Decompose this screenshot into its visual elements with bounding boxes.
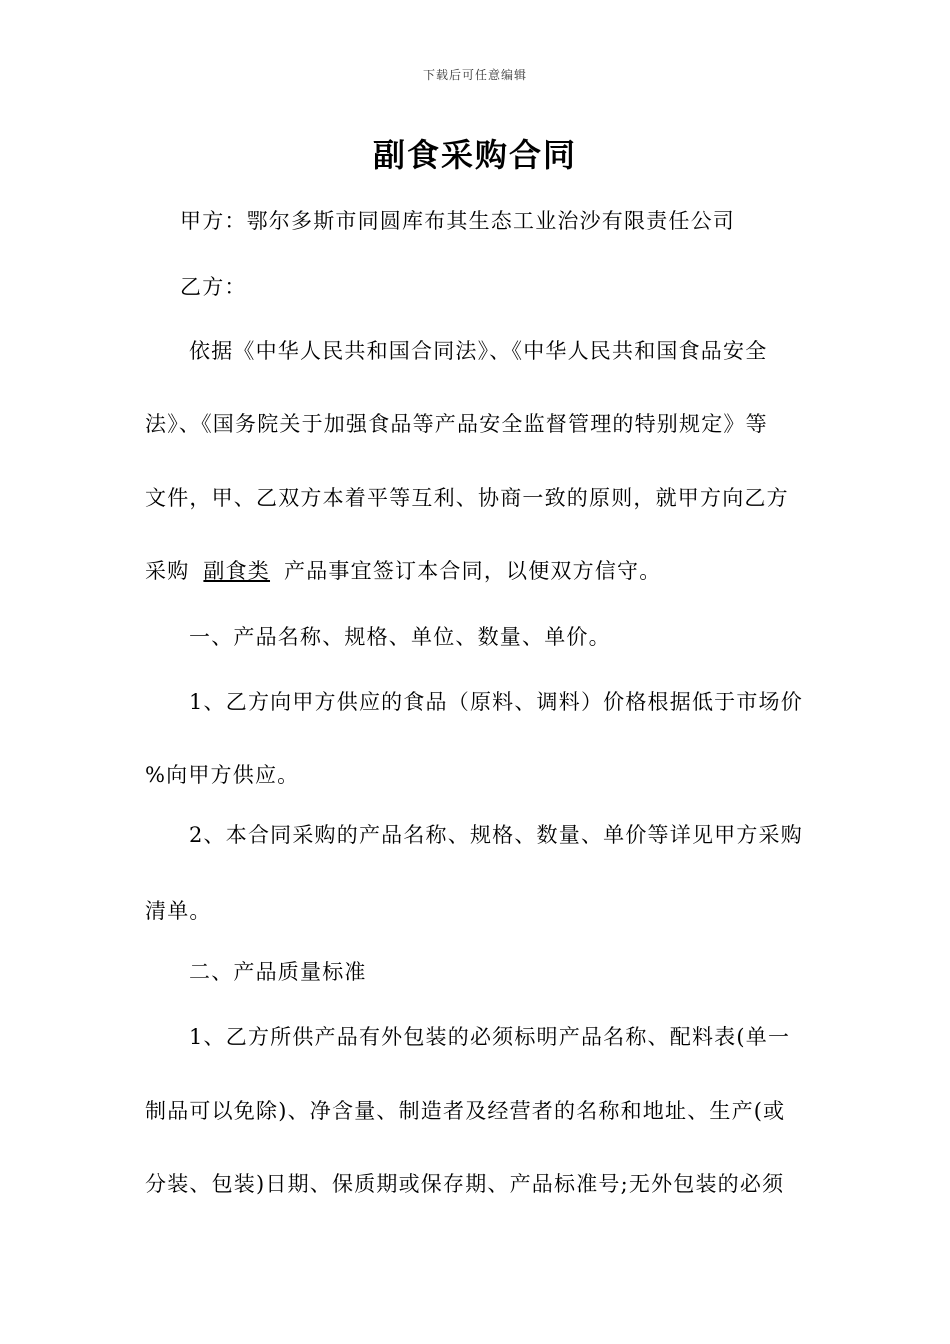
section-2-item-1-line-2: 制品可以免除)、净含量、制造者及经营者的名称和地址、生产(或 <box>145 1099 786 1123</box>
section-2-item-1-line-1: 1、乙方所供产品有外包装的必须标明产品名称、配料表(单一 <box>189 1025 791 1049</box>
section-1-heading: 一、产品名称、规格、单位、数量、单价。 <box>189 625 611 649</box>
section-1-item-1-line-1: 1、乙方向甲方供应的食品（原料、调料）价格根据低于市场价 <box>189 690 803 714</box>
page-header-note: 下载后可任意编辑 <box>422 68 527 82</box>
party-b-line: 乙方： <box>180 275 247 299</box>
preamble-line-1: 依据《中华人民共和国合同法》、《中华人民共和国食品安全 <box>189 339 768 363</box>
document-title: 副食采购合同 <box>372 136 577 174</box>
section-2-heading: 二、产品质量标准 <box>189 960 367 984</box>
section-1-item-1-line-2: %向甲方供应。 <box>145 763 300 787</box>
section-1-item-2-line-1: 2、本合同采购的产品名称、规格、数量、单价等详见甲方采购 <box>189 823 803 847</box>
preamble-line-3: 文件，甲、乙双方本着平等互利、协商一致的原则，就甲方向乙方 <box>145 486 789 510</box>
party-a-line: 甲方：鄂尔多斯市同圆库布其生态工业治沙有限责任公司 <box>180 209 735 233</box>
preamble-line-4 <box>145 555 815 585</box>
preamble-line-4-suffix: 产品事宜签订本合同，以便双方信守。 <box>284 559 662 583</box>
preamble-line-4-prefix: 采购 <box>145 559 190 583</box>
product-category-fill: 副食类 <box>203 559 271 583</box>
section-1-item-2-line-2: 清单。 <box>145 899 212 923</box>
section-2-item-1-line-3: 分装、包装)日期、保质期或保存期、产品标准号;无外包装的必须 <box>145 1172 785 1196</box>
preamble-line-2: 法》、《国务院关于加强食品等产品安全监督管理的特别规定》等 <box>145 412 768 436</box>
